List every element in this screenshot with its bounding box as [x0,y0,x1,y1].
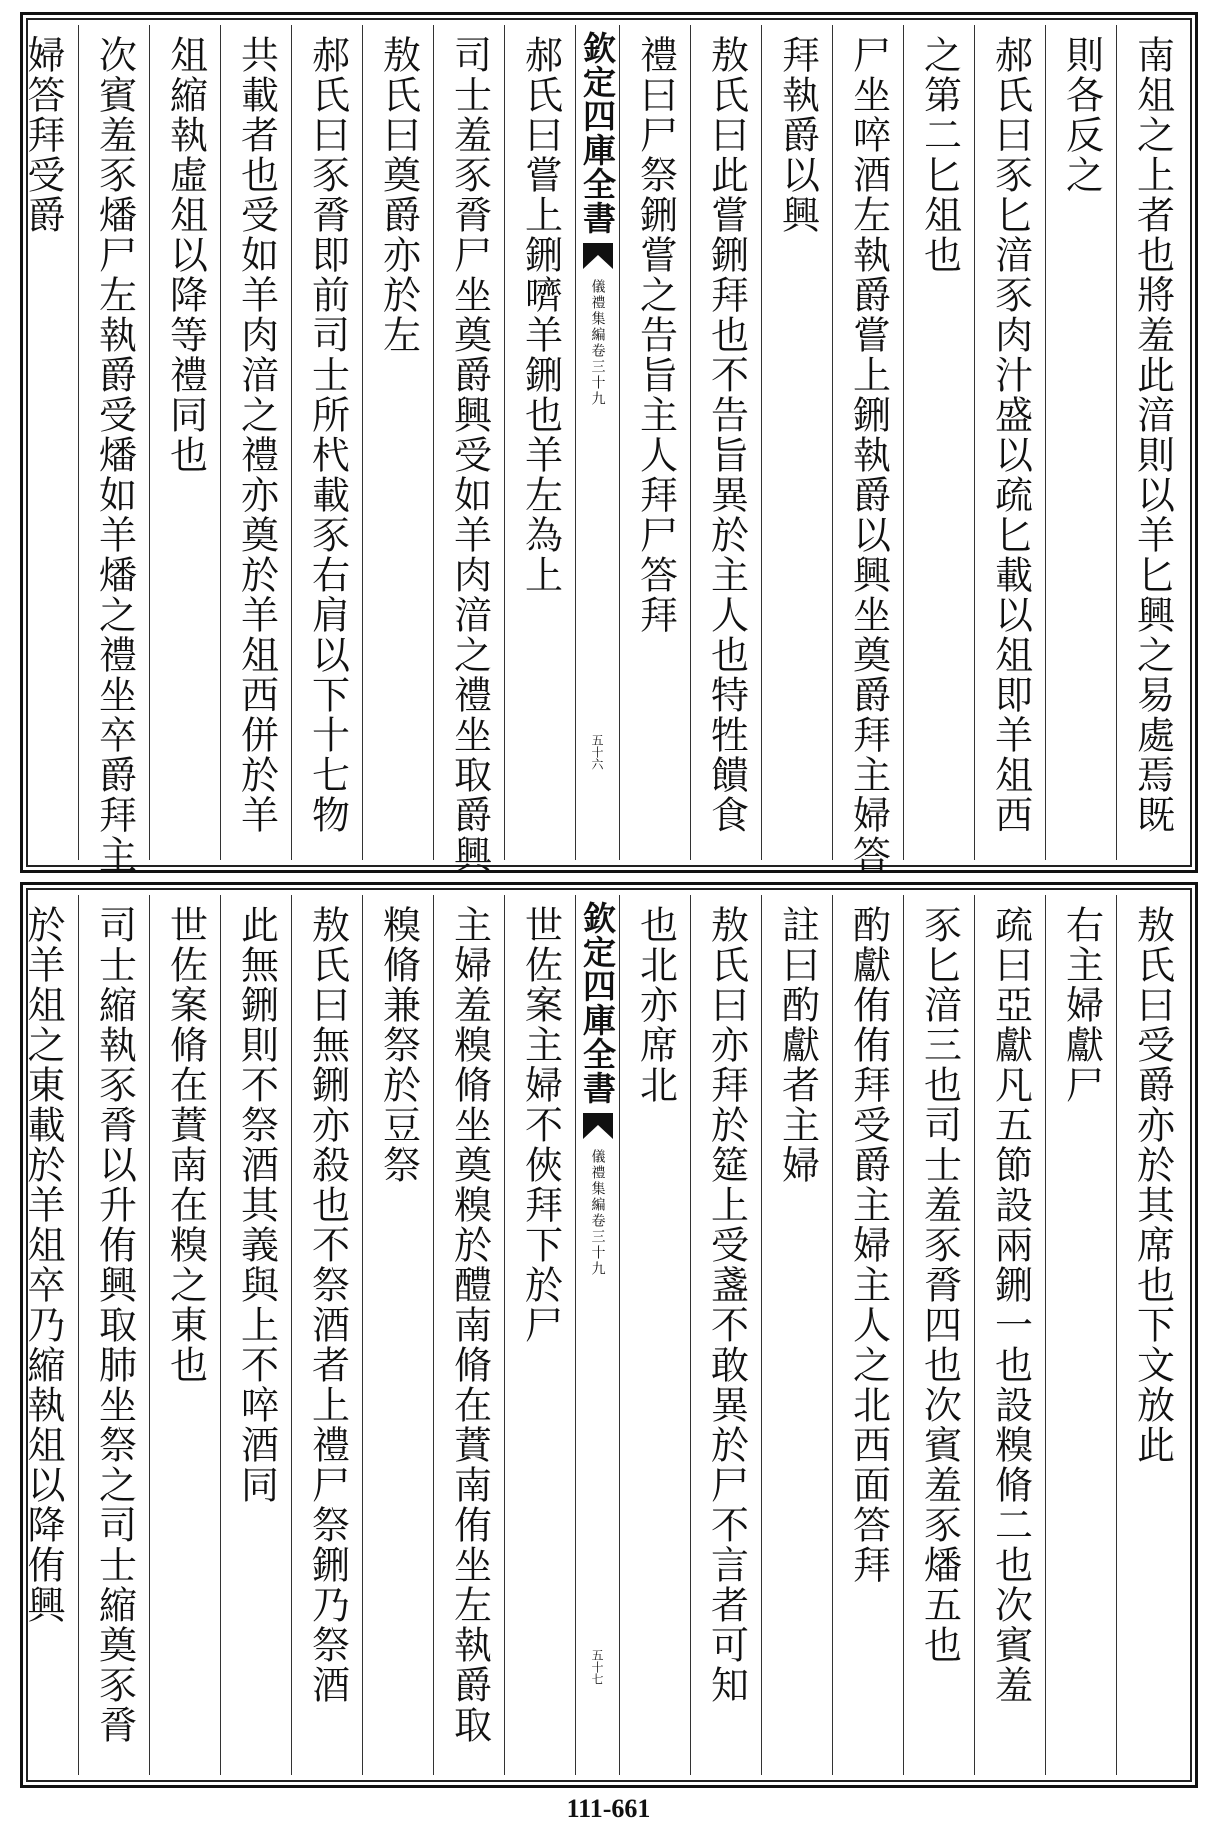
text-column [7,895,78,1775]
text-column [974,895,1045,1775]
spine-book-title: 儀禮集編 [589,279,606,343]
fish-tail-ornament-icon [583,243,613,269]
column-text: 豕匕湆三也司士羞豕脀四也次賓羞豕燔五也 [917,905,962,1665]
text-column [504,895,575,1775]
column-text: 郝氏曰豕匕湆豕肉汁盛以疏匕載以俎即羊俎西 [988,35,1033,835]
page-spine [575,25,619,860]
column-text: 郝氏曰豕脀即前司士所杙載豕右肩以下十七物 [305,35,350,835]
column-text: 右主婦獻尸 [1059,905,1104,1105]
column-text: 拜執爵以興 [775,35,820,235]
text-column [1045,25,1116,860]
column-text: 司士羞豕脀尸坐奠爵興受如羊肉湆之禮坐取爵興 [447,35,492,875]
column-text: 則各反之 [1059,35,1104,195]
text-column [903,895,974,1775]
column-text: 世佐案主婦不俠拜下於尸 [518,905,563,1345]
spine-title: 欽定四庫全書 [578,901,617,1105]
top-columns [21,25,1187,875]
text-column [504,25,575,860]
text-column [832,895,903,1775]
bottom-page [20,882,1198,1788]
text-column [1116,895,1187,1775]
text-column [761,895,832,1775]
text-column [149,895,220,1775]
column-text: 敖氏曰此嘗鉶拜也不告旨異於主人也特牲饋食 [704,35,749,835]
column-text: 酌獻侑侑拜受爵主婦主人之北西面答拜 [846,905,891,1585]
text-column [291,895,362,1775]
text-column [220,25,291,860]
text-column [7,25,78,860]
text-column [78,895,149,1775]
column-text: 南俎之上者也將羞此湆則以羊匕興之易處焉既 [1130,35,1175,835]
column-text: 敖氏曰奠爵亦於左 [376,35,421,355]
column-text: 也北亦席北 [633,905,678,1105]
column-text: 次賓羞豕燔尸左執爵受燔如羊燔之禮坐卒爵拜主 [92,35,137,875]
text-column [433,895,504,1775]
spine-volume: 卷三十九 [589,1213,606,1277]
spine-book-title: 儀禮集編 [589,1149,606,1213]
column-text: 尸坐啐酒左執爵嘗上鉶執爵以興坐奠爵拜主婦答 [846,35,891,875]
column-text: 之第二匕俎也 [917,35,962,275]
page-reference: 111-661 [566,1794,651,1823]
column-text: 郝氏曰嘗上鉶嚌羊鉶也羊左為上 [518,35,563,595]
text-column [690,895,761,1775]
text-column [690,25,761,860]
top-page [20,12,1198,873]
column-text: 婦答拜受爵 [21,35,65,235]
column-text: 疏曰亞獻凡五節設兩鉶一也設糗脩二也次賓羞 [988,905,1033,1705]
spine-page-number: 五十七 [590,1649,604,1685]
column-text: 此無鉶則不祭酒其義與上不啐酒同 [234,905,279,1505]
column-text: 禮曰尸祭鉶嘗之告旨主人拜尸答拜 [633,35,678,635]
text-column [362,895,433,1775]
text-column [619,25,690,860]
column-text: 敖氏曰無鉶亦殺也不祭酒者上禮尸祭鉶乃祭酒 [305,905,350,1705]
column-text: 世佐案脩在蕡南在糗之東也 [163,905,208,1385]
text-column [362,25,433,860]
text-column [974,25,1045,860]
column-text: 糗脩兼祭於豆祭 [376,905,421,1185]
column-text: 俎縮執虛俎以降等禮同也 [163,35,208,475]
text-column [619,895,690,1775]
text-column [761,25,832,860]
spine-title: 欽定四庫全書 [578,31,617,235]
page-spine [575,895,619,1775]
column-text: 於羊俎之東載於羊俎卒乃縮執俎以降侑興 [21,905,65,1625]
text-column [832,25,903,875]
text-column [78,25,149,875]
column-text: 司士縮執豕脀以升侑興取肺坐祭之司士縮奠豕脀 [92,905,137,1745]
column-text: 註曰酌獻者主婦 [775,905,820,1185]
text-column [220,895,291,1775]
text-column [1045,895,1116,1775]
column-text: 主婦羞糗脩坐奠糗於醴南脩在蕡南侑坐左執爵取 [447,905,492,1745]
text-column [1116,25,1187,860]
text-column [291,25,362,860]
bottom-columns [21,895,1187,1775]
spine-page-number: 五十六 [590,734,604,770]
column-text: 共載者也受如羊肉湆之禮亦奠於羊俎西併於羊 [234,35,279,835]
text-column [903,25,974,860]
fish-tail-ornament-icon [583,1113,613,1139]
column-text: 敖氏曰亦拜於筵上受盞不敢異於尸不言者可知 [704,905,749,1705]
column-text: 敖氏曰受爵亦於其席也下文放此 [1130,905,1175,1465]
text-column [433,25,504,875]
text-column [149,25,220,860]
spine-volume: 卷三十九 [589,343,606,407]
